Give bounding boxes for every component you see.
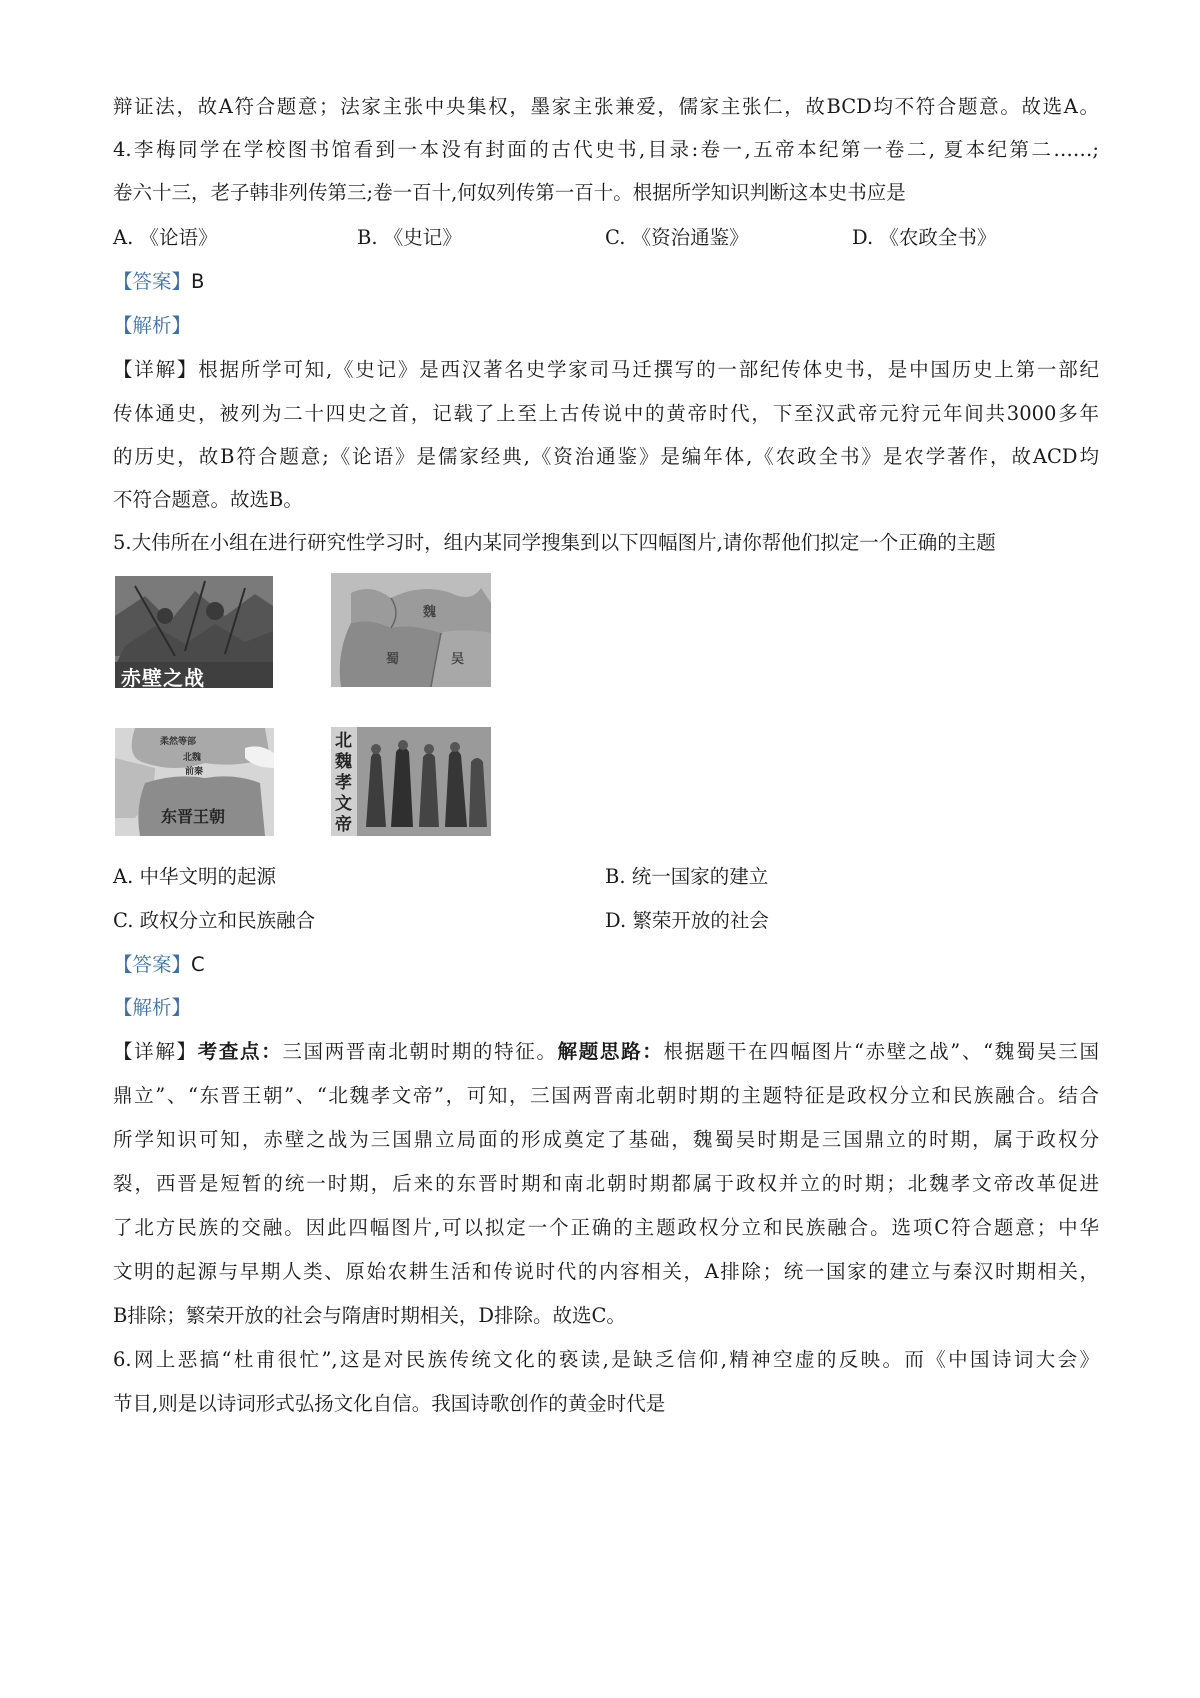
map-label: 魏 <box>423 605 437 620</box>
q5-option-d: D. 繁荣开放的社会 <box>605 909 769 932</box>
answer-tag: 【答案】 <box>113 953 192 976</box>
q5-detail-line: 所学知识可知，赤壁之战为三国鼎立局面的形成奠定了基础，魏蜀吴时期是三国鼎立的时期，属于政权分 <box>113 1128 1099 1151</box>
map-label: 柔然等部 <box>160 737 197 747</box>
q6-stem-line-1: 6.网上恶搞“杜甫很忙”,这是对民族传统文化的亵读,是缺乏信仰,精神空虚的反映。而《中国诗词大会》 <box>113 1348 1099 1371</box>
q4-detail-line: 不符合题意。故选B。 <box>113 488 303 511</box>
q4-stem-line-2: 卷六十三，老子韩非列传第三;卷一百十,何奴列传第一百十。根据所学知识判断这本史书应是 <box>113 181 906 204</box>
q5-detail-line <box>113 1038 1099 1066</box>
solving-idea-text: 根据题干在四幅图片“赤壁之战”、“魏蜀吴三国 <box>663 1040 1099 1063</box>
map-illustration <box>331 573 491 687</box>
q5-option-b: B. 统一国家的建立 <box>605 865 769 888</box>
q6-stem-line-2: 节目,则是以诗词形式弘扬文化自信。我国诗歌创作的黄金时代是 <box>113 1392 666 1415</box>
q5-stem: 5.大伟所在小组在进行研究性学习时，组内某同学搜集到以下四幅图片,请你帮他们拟定一个正确的主题 <box>113 531 996 554</box>
battle-of-chibi-image <box>115 576 273 688</box>
figures-illustration <box>331 727 491 836</box>
q5-detail-line: 裂，西晋是短暂的统一时期，后来的东晋时期和南北朝时期都属于政权并立的时期；北魏孝文帝改革促进 <box>113 1172 1099 1195</box>
q4-detail-line: 【详解】根据所学可知,《史记》是西汉著名史学家司马迁撰写的一部纪传体史书，是中国历史上第一部纪 <box>113 358 1099 381</box>
q4-option-d: D. 《农政全书》 <box>852 226 997 249</box>
map-label: 北魏 <box>183 753 202 763</box>
map-label: 蜀 <box>386 652 400 667</box>
q4-option-b: B. 《史记》 <box>357 226 462 249</box>
solving-idea-label: 解题思路： <box>557 1040 664 1063</box>
answer-tag: 【答案】 <box>113 270 192 293</box>
q5-answer <box>113 951 205 979</box>
image-caption: 北魏孝文帝 <box>335 731 352 835</box>
q4-option-c: C. 《资治通鉴》 <box>605 226 749 249</box>
emperor-xiaowen-image <box>331 727 491 836</box>
key-point-label: 考查点： <box>197 1040 283 1063</box>
q4-answer <box>113 268 204 296</box>
key-point-text: 三国两晋南北朝时期的特征。 <box>282 1040 558 1063</box>
q5-detail-line: 鼎立”、“东晋王朝”、“北魏孝文帝”，可知，三国两晋南北朝时期的主题特征是政权分立和民族融合。结合 <box>113 1084 1099 1107</box>
detail-tag: 【详解】 <box>113 1040 198 1063</box>
q4-stem-line-1: 4.李梅同学在学校图书馆看到一本没有封面的古代史书,目录:卷一,五帝本纪第一卷二, 夏本纪第二……; <box>113 138 1099 161</box>
text-line: 辩证法，故A符合题意；法家主张中央集权，墨家主张兼爱，儒家主张仁，故BCD均不符合题意。故选A。 <box>113 95 1099 118</box>
image-caption: 东晋王朝 <box>161 807 226 826</box>
map-label: 吴 <box>451 652 465 667</box>
map-label: 前秦 <box>185 767 204 777</box>
q5-detail-line: 文明的起源与早期人类、原始农耕生活和传说时代的内容相关，A排除；统一国家的建立与秦汉时期相关， <box>113 1260 1099 1283</box>
q5-detail-line: B排除；繁荣开放的社会与隋唐时期相关，D排除。故选C。 <box>113 1304 626 1327</box>
q5-option-a: A. 中华文明的起源 <box>113 865 276 888</box>
q5-detail-line: 了北方民族的交融。因此四幅图片,可以拟定一个正确的主题政权分立和民族融合。选项C符合题意；中华 <box>113 1216 1099 1239</box>
q4-analysis-tag: 【解析】 <box>113 314 192 337</box>
q5-analysis-tag: 【解析】 <box>113 996 192 1019</box>
q4-detail-line: 传体通史，被列为二十四史之首，记载了上至上古传说中的黄帝时代，下至汉武帝元狩元年间共3000多年 <box>113 402 1099 425</box>
three-kingdoms-map-image <box>331 573 491 687</box>
image-caption: 赤壁之战 <box>121 666 205 688</box>
eastern-jin-map-image <box>115 728 274 836</box>
q5-option-c: C. 政权分立和民族融合 <box>113 909 316 932</box>
q4-option-a: A. 《论语》 <box>113 226 218 249</box>
q4-detail-line: 的历史，故B符合题意;《论语》是儒家经典,《资治通鉴》是编年体,《农政全书》是农学著作，故ACD均 <box>113 445 1099 468</box>
answer-value: B <box>191 270 205 293</box>
answer-value: C <box>191 953 205 976</box>
